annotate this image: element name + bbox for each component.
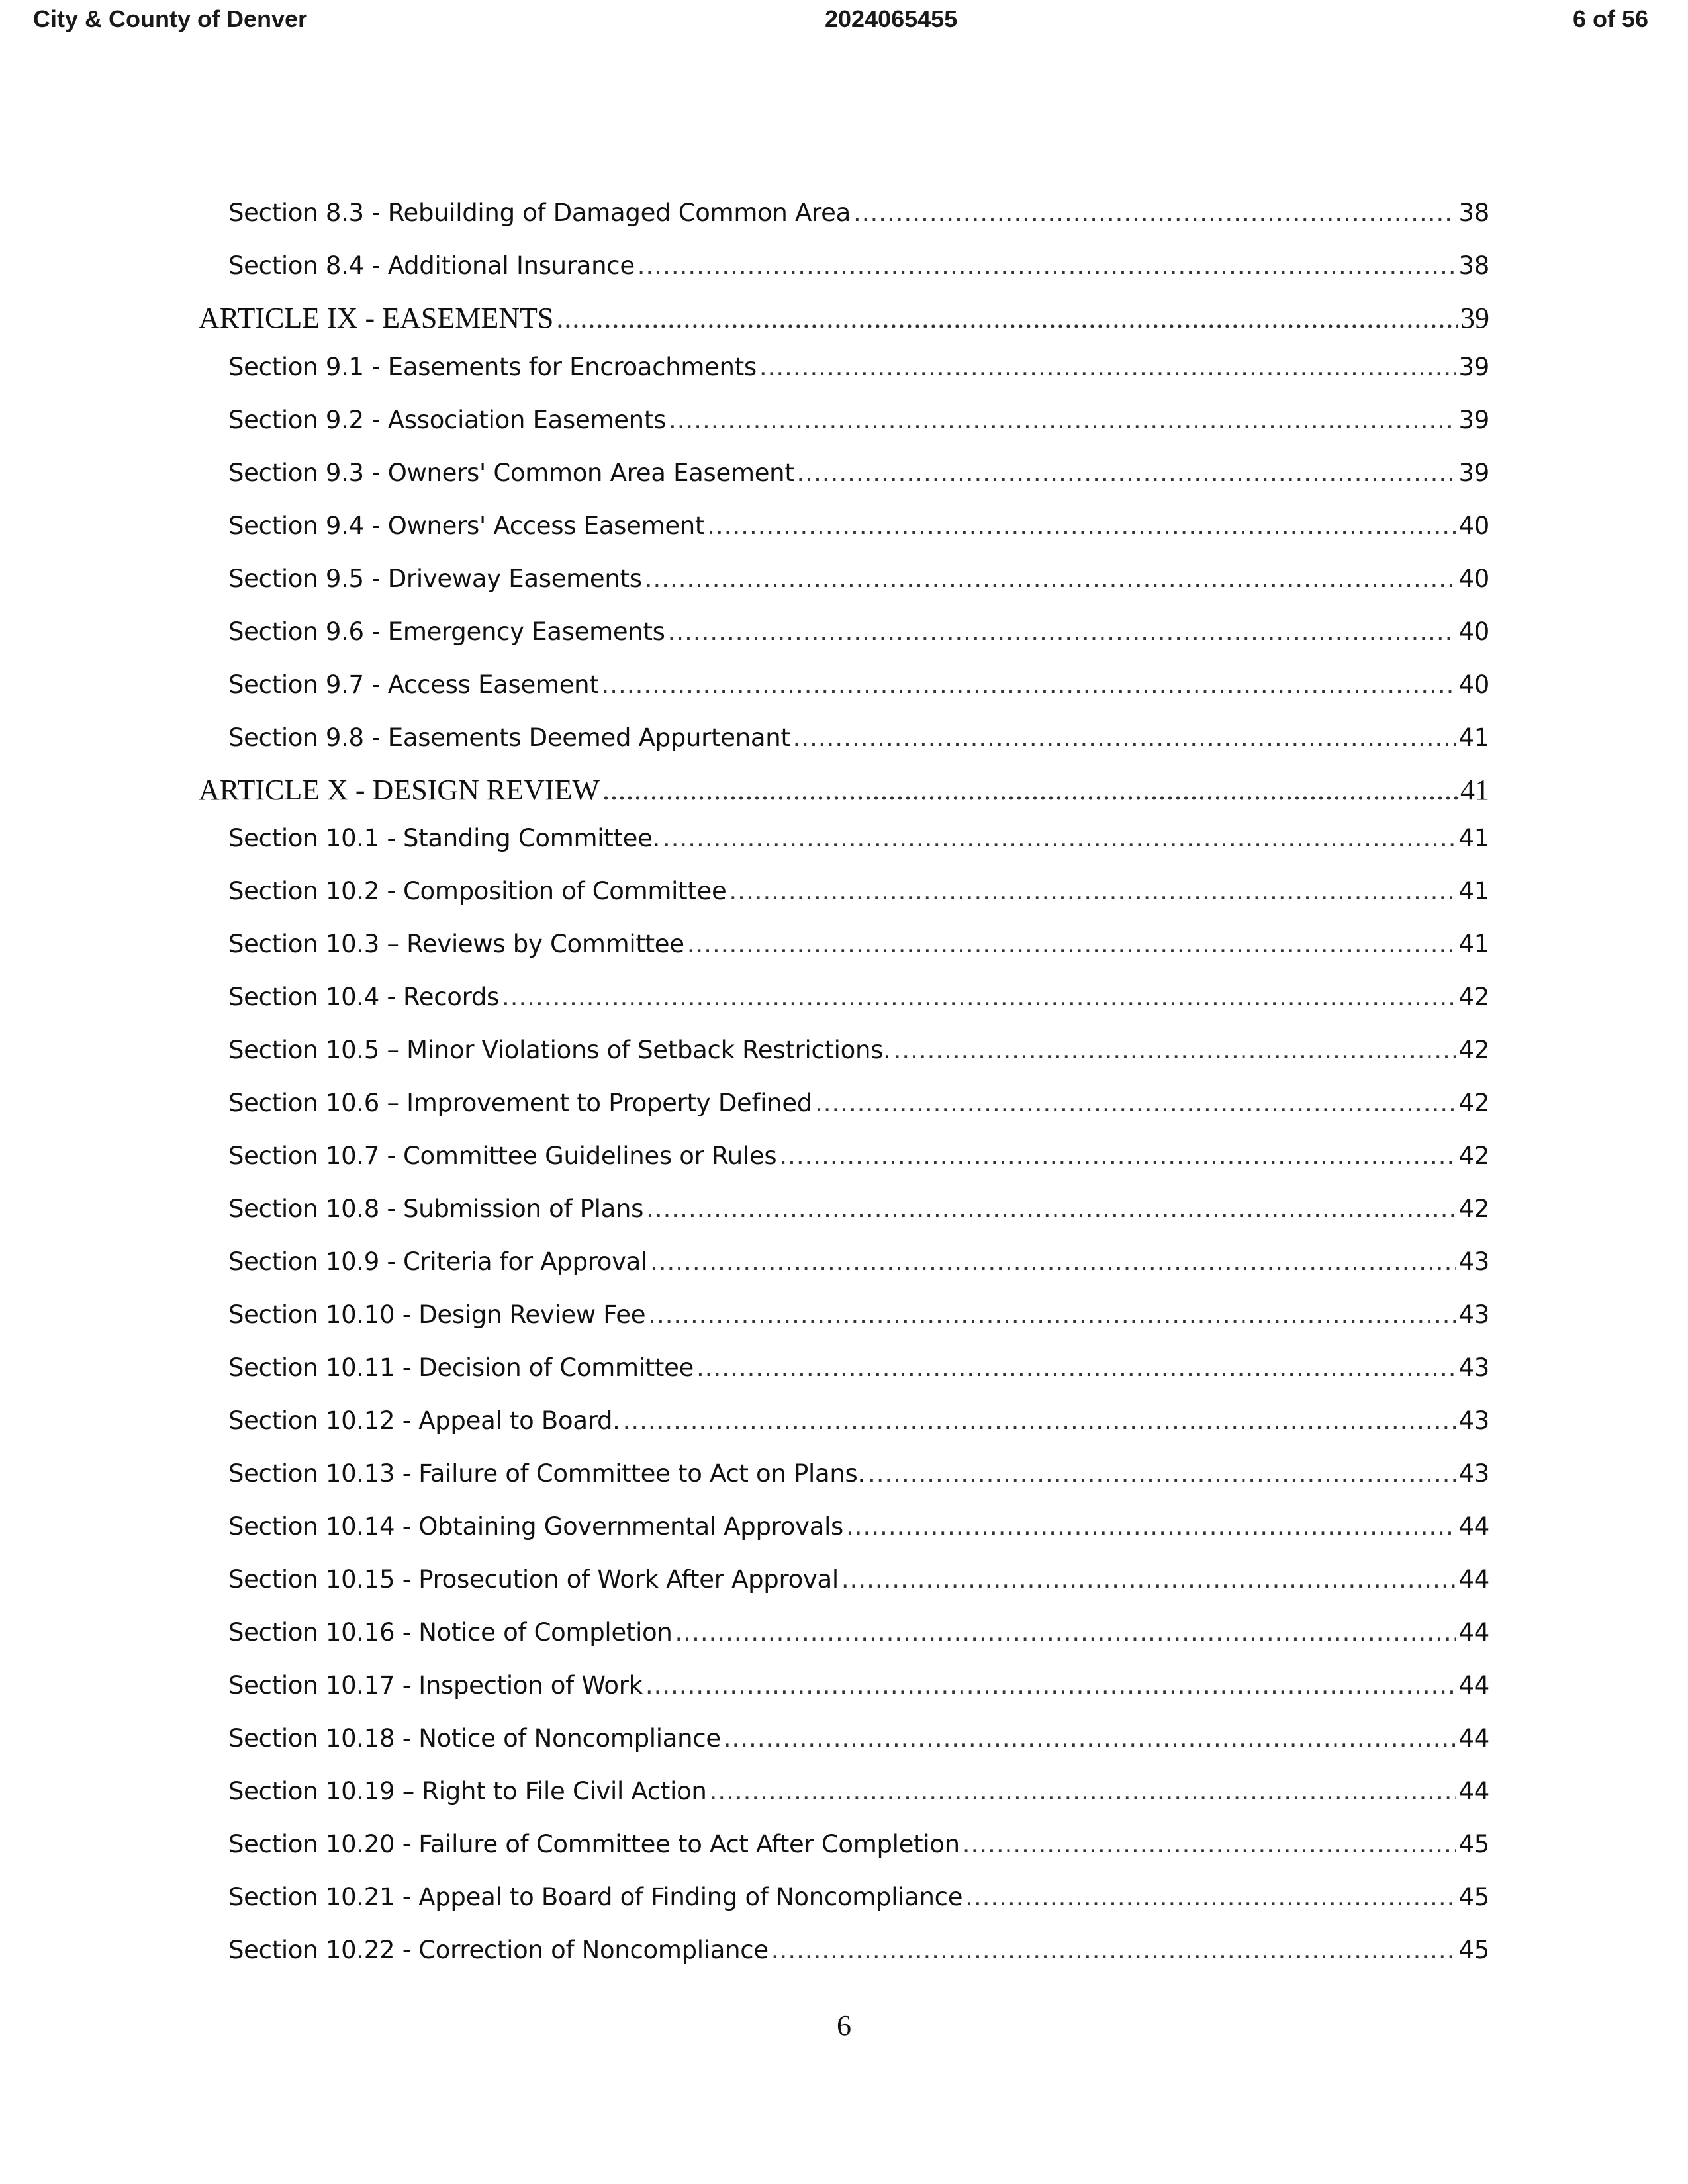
toc-dot-leader: [602, 773, 1458, 807]
toc-entry-page: 45: [1458, 1830, 1489, 1858]
toc-entry-title: Section 8.3 - Rebuilding of Damaged Common Area: [228, 199, 851, 227]
toc-entry-page: 42: [1458, 1036, 1489, 1064]
toc-entry: [228, 1830, 1489, 1870]
toc-entry-page: 42: [1458, 1195, 1489, 1223]
toc-entry-page: 45: [1458, 1883, 1489, 1911]
toc-dot-leader: [650, 1248, 1456, 1276]
toc-entry-page: 43: [1458, 1353, 1489, 1382]
toc-entry: [228, 617, 1489, 657]
toc-entry: [228, 1671, 1489, 1711]
toc-entry-title: Section 10.8 - Submission of Plans: [228, 1195, 644, 1223]
toc-entry-title: Section 9.4 - Owners' Access Easement: [228, 512, 705, 540]
toc-entry: [228, 1724, 1489, 1764]
toc-entry: [228, 1300, 1489, 1340]
toc-entry: [228, 877, 1489, 917]
toc-entry: [228, 723, 1489, 763]
toc-entry-title: Section 10.15 - Prosecution of Work After Approval: [228, 1565, 839, 1594]
toc-entry-page: 44: [1458, 1671, 1489, 1700]
toc-dot-leader: [724, 1724, 1456, 1752]
toc-entry: [228, 1248, 1489, 1287]
toc-dot-leader: [846, 1512, 1456, 1541]
toc-dot-leader: [696, 1353, 1456, 1382]
toc-entry: [228, 1565, 1489, 1605]
toc-entry-title: Section 10.1 - Standing Committee.: [228, 824, 661, 852]
toc-entry-page: 41: [1458, 723, 1489, 752]
toc-entry: [228, 1406, 1489, 1446]
toc-dot-leader: [793, 723, 1456, 752]
toc-entry-title: Section 10.21 - Appeal to Board of Finding of Noncompliance: [228, 1883, 963, 1911]
toc-entry-page: 44: [1458, 1724, 1489, 1752]
toc-article-entry: [199, 301, 1489, 341]
toc-article-title: ARTICLE IX - EASEMENTS: [199, 302, 554, 334]
toc-entry-title: Section 9.5 - Driveway Easements: [228, 565, 642, 593]
toc-dot-leader: [729, 877, 1456, 905]
toc-entry: [228, 824, 1489, 864]
toc-entry-title: Section 9.8 - Easements Deemed Appurtenant: [228, 723, 790, 752]
toc-entry-page: 44: [1458, 1618, 1489, 1647]
toc-entry-title: Section 10.6 – Improvement to Property Defined: [228, 1089, 812, 1117]
toc-dot-leader: [841, 1565, 1456, 1594]
toc-entry-page: 41: [1458, 930, 1489, 958]
toc-entry-page: 44: [1458, 1565, 1489, 1594]
toc-entry-page: 42: [1458, 983, 1489, 1011]
toc-entry-page: 44: [1458, 1777, 1489, 1805]
toc-entry-title: Section 10.22 - Correction of Noncompliance: [228, 1936, 769, 1964]
toc-dot-leader: [602, 670, 1456, 699]
toc-entry-title: Section 10.19 – Right to File Civil Action: [228, 1777, 707, 1805]
toc-dot-leader: [779, 1142, 1456, 1170]
header-reception-number: 2024065455: [825, 5, 958, 32]
toc-dot-leader: [645, 1671, 1456, 1700]
toc-entry-title: Section 10.13 - Failure of Committee to Act on Plans.: [228, 1459, 865, 1488]
toc-dot-leader: [663, 824, 1456, 852]
toc-entry-title: Section 10.12 - Appeal to Board.: [228, 1406, 620, 1435]
toc-entry: [228, 983, 1489, 1023]
toc-dot-leader: [648, 1300, 1456, 1329]
toc-entry-page: 42: [1458, 1089, 1489, 1117]
toc-entry: [228, 1195, 1489, 1234]
toc-dot-leader: [645, 565, 1456, 593]
toc-entry-title: Section 10.11 - Decision of Committee: [228, 1353, 694, 1382]
toc-entry: [228, 353, 1489, 392]
toc-entry: [228, 1618, 1489, 1658]
toc-dot-leader: [668, 617, 1456, 646]
toc-entry-title: Section 10.2 - Composition of Committee: [228, 877, 727, 905]
toc-entry: [228, 459, 1489, 498]
toc-entry: [228, 930, 1489, 970]
toc-entry: [228, 565, 1489, 604]
toc-entry-page: 40: [1458, 617, 1489, 646]
toc-article-page: 39: [1460, 302, 1489, 334]
toc-entry-title: Section 9.2 - Association Easements: [228, 406, 667, 434]
toc-dot-leader: [962, 1830, 1456, 1858]
toc-entry-page: 40: [1458, 670, 1489, 699]
toc-entry: [228, 1036, 1489, 1075]
toc-entry-title: Section 10.5 – Minor Violations of Setback Restrictions.: [228, 1036, 891, 1064]
toc-entry: [228, 1459, 1489, 1499]
toc-entry: [228, 512, 1489, 551]
toc-entry-title: Section 10.17 - Inspection of Work: [228, 1671, 643, 1700]
document-header: [0, 0, 1688, 46]
toc-entry-title: Section 10.7 - Committee Guidelines or Rules: [228, 1142, 777, 1170]
toc-entry-page: 40: [1458, 565, 1489, 593]
header-county: City & County of Denver: [33, 5, 308, 32]
toc-dot-leader: [669, 406, 1456, 434]
toc-entry: [228, 1142, 1489, 1181]
toc-dot-leader: [894, 1036, 1456, 1064]
toc-dot-leader: [868, 1459, 1456, 1488]
toc-entry: [228, 406, 1489, 445]
toc-dot-leader: [797, 459, 1456, 487]
toc-entry: [228, 1936, 1489, 1976]
toc-entry-title: Section 9.6 - Emergency Easements: [228, 617, 665, 646]
toc-entry-title: Section 9.3 - Owners' Common Area Easement: [228, 459, 794, 487]
toc-dot-leader: [675, 1618, 1456, 1647]
toc-entry: [228, 251, 1489, 291]
toc-entry-title: Section 9.7 - Access Easement: [228, 670, 599, 699]
toc-article-title: ARTICLE X - DESIGN REVIEW: [199, 774, 600, 806]
toc-entry-title: Section 8.4 - Additional Insurance: [228, 251, 635, 280]
toc-dot-leader: [815, 1089, 1456, 1117]
toc-entry-title: Section 10.18 - Notice of Noncompliance: [228, 1724, 721, 1752]
toc-dot-leader: [853, 199, 1456, 227]
toc-entry: [228, 1089, 1489, 1128]
page-number: 6: [837, 2009, 851, 2042]
toc-entry-page: 38: [1458, 251, 1489, 280]
toc-entry: [228, 1777, 1489, 1817]
toc-entry-title: Section 10.3 – Reviews by Committee: [228, 930, 684, 958]
toc-dot-leader: [687, 930, 1456, 958]
toc-article-page: 41: [1460, 774, 1489, 806]
toc-dot-leader: [771, 1936, 1456, 1964]
toc-entry-title: Section 10.20 - Failure of Committee to Act After Completion: [228, 1830, 960, 1858]
toc-entry-title: Section 10.9 - Criteria for Approval: [228, 1248, 648, 1276]
toc-entry-title: Section 10.4 - Records: [228, 983, 499, 1011]
toc-entry-page: 43: [1458, 1459, 1489, 1488]
toc-entry-page: 45: [1458, 1936, 1489, 1964]
header-page-count: 6 of 56: [1572, 5, 1648, 32]
toc-entry-page: 39: [1458, 459, 1489, 487]
toc-entry: [228, 1883, 1489, 1923]
toc-entry-page: 40: [1458, 512, 1489, 540]
toc-entry-page: 43: [1458, 1248, 1489, 1276]
toc-dot-leader: [707, 512, 1456, 540]
toc-entry: [228, 199, 1489, 238]
toc-dot-leader: [556, 301, 1458, 335]
toc-entry-title: Section 10.14 - Obtaining Governmental Approvals: [228, 1512, 844, 1541]
toc-entry-page: 39: [1458, 406, 1489, 434]
toc-dot-leader: [710, 1777, 1456, 1805]
toc-entry-title: Section 10.16 - Notice of Completion: [228, 1618, 673, 1647]
toc-entry-page: 39: [1458, 353, 1489, 381]
toc-entry-title: Section 9.1 - Easements for Encroachments: [228, 353, 757, 381]
toc-entry: [228, 1512, 1489, 1552]
toc-entry-page: 41: [1458, 824, 1489, 852]
toc-dot-leader: [965, 1883, 1456, 1911]
toc-entry-page: 44: [1458, 1512, 1489, 1541]
toc-entry: [228, 1353, 1489, 1393]
toc-entry-page: 42: [1458, 1142, 1489, 1170]
toc-entry-page: 43: [1458, 1406, 1489, 1435]
toc-entry: [228, 670, 1489, 710]
toc-dot-leader: [637, 251, 1456, 280]
toc-dot-leader: [502, 983, 1456, 1011]
toc-entry-page: 38: [1458, 199, 1489, 227]
toc-entry-page: 41: [1458, 877, 1489, 905]
toc-entry-title: Section 10.10 - Design Review Fee: [228, 1300, 646, 1329]
toc-entry-page: 43: [1458, 1300, 1489, 1329]
toc-dot-leader: [646, 1195, 1456, 1223]
toc-article-entry: [199, 773, 1489, 813]
toc-dot-leader: [623, 1406, 1456, 1435]
toc-dot-leader: [759, 353, 1456, 381]
